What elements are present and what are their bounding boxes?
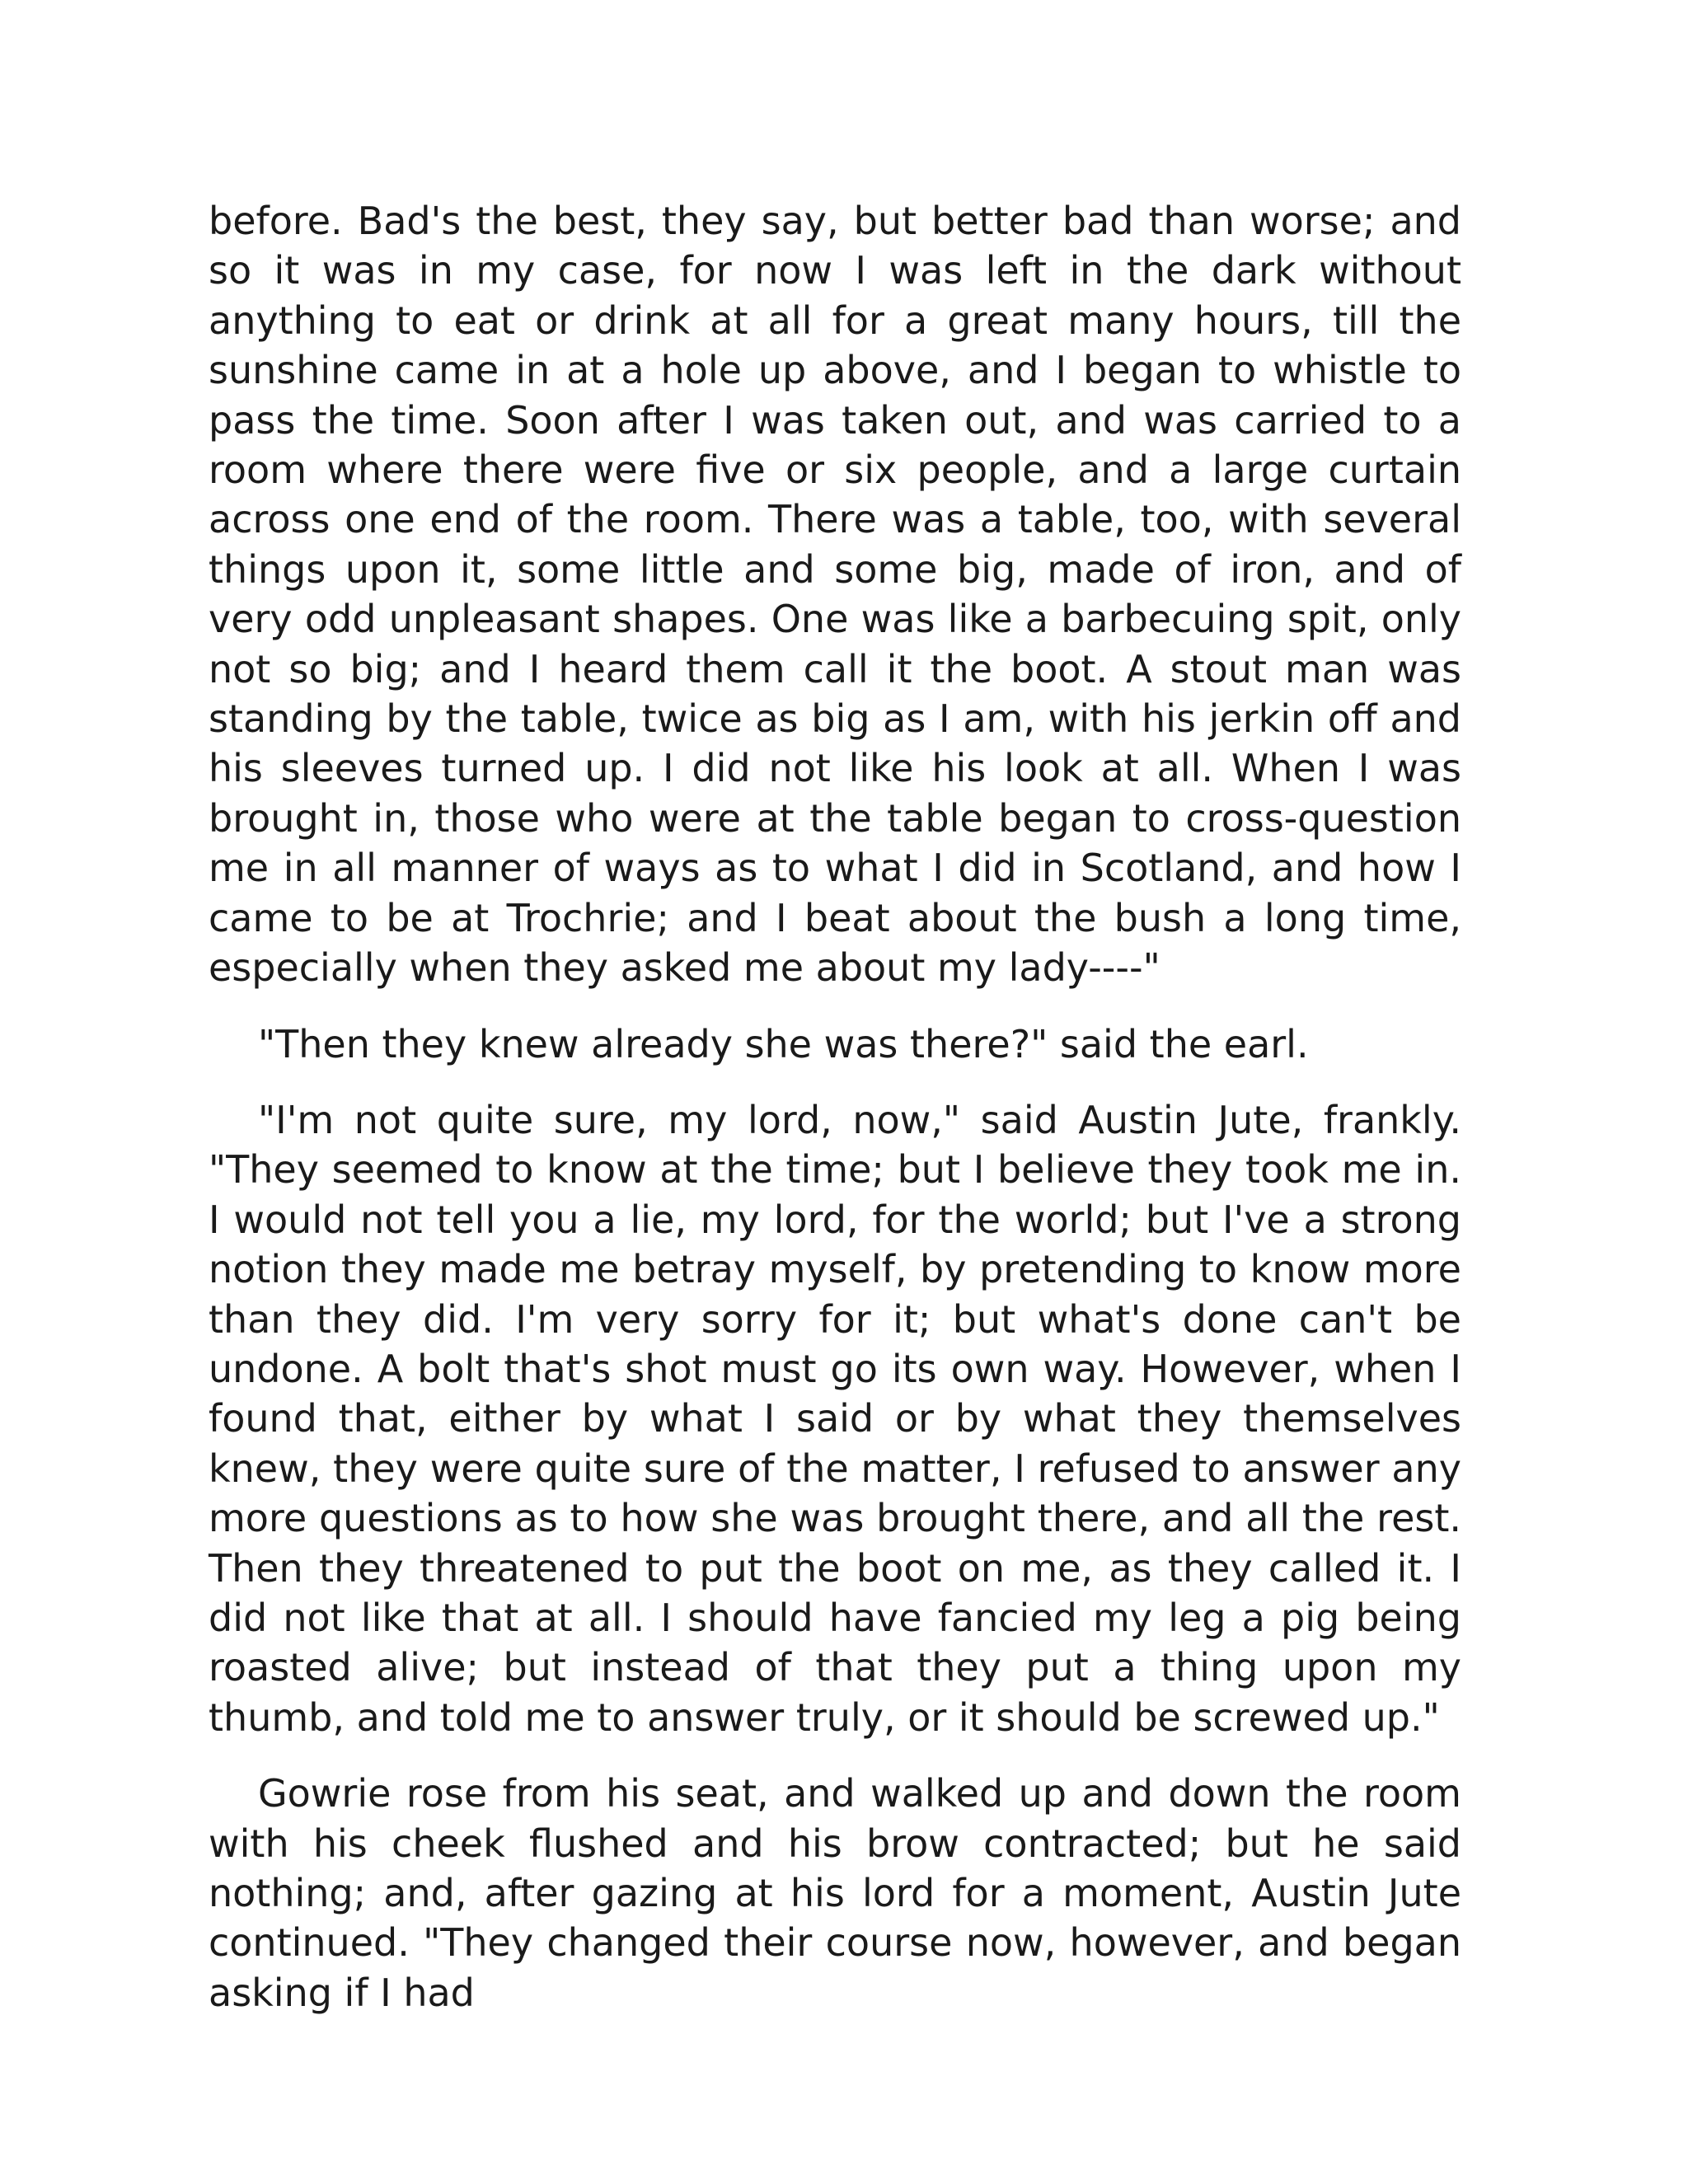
paragraph-austin-reply: "I'm not quite sure, my lord, now," said Austin Jute, frankly. "They seemed to know at the time; but I believe they took me in. I would not tell you a lie, my lord, for the world; but I've a strong notion they made me betray myself, by pretending to know more than they did. I'm very sorry for it; but what's done can't be undone. A bolt that's shot must go its own way. However, when I found that, either by what I said or by what they themselves knew, they were quite sure of the matter, I refused to answer any more questions as to how she was brought there, and all the rest. Then they threatened to put the boot on me, as they called it. I did not like that at all. I should have fancied my leg a pig being roasted alive; but instead of that they put a thing upon my thumb, and told me to answer truly, or it should be screwed up." (209, 1097, 1461, 1740)
paragraph-earl-question: "Then they knew already she was there?" said the earl. (258, 1021, 1309, 1066)
paragraph-continuation: before. Bad's the best, they say, but better bad than worse; and so it was in my case, for now I was left in the dark without anything to eat or drink at all for a great many hours, till the sunshine came in at a hole up above, and I began to whistle to pass the time. Soon after I was taken out, and was carried to a room where there were five or six people, and a large curtain across one end of the room. There was a table, too, with several things upon it, some little and some big, made of iron, and of very odd unpleasant shapes. One was like a barbecuing spit, only not so big; and I heard them call it the boot. A stout man was standing by the table, twice as big as I am, with his jerkin off and his sleeves turned up. I did not like his look at all. When I was brought in, those who were at the table began to cross-question me in all manner of ways as to what I did in Scotland, and how I came to be at Trochrie; and I beat about the bush a long time, especially when they asked me about my lady----" (209, 199, 1461, 991)
document-page (209, 196, 1461, 2018)
paragraph-gowrie-rises: Gowrie rose from his seat, and walked up and down the room with his cheek flushed and his brow contracted; but he said nothing; and, after gazing at his lord for a moment, Austin Jute continued. "They changed their course now, however, and began asking if I had (209, 1771, 1461, 2015)
